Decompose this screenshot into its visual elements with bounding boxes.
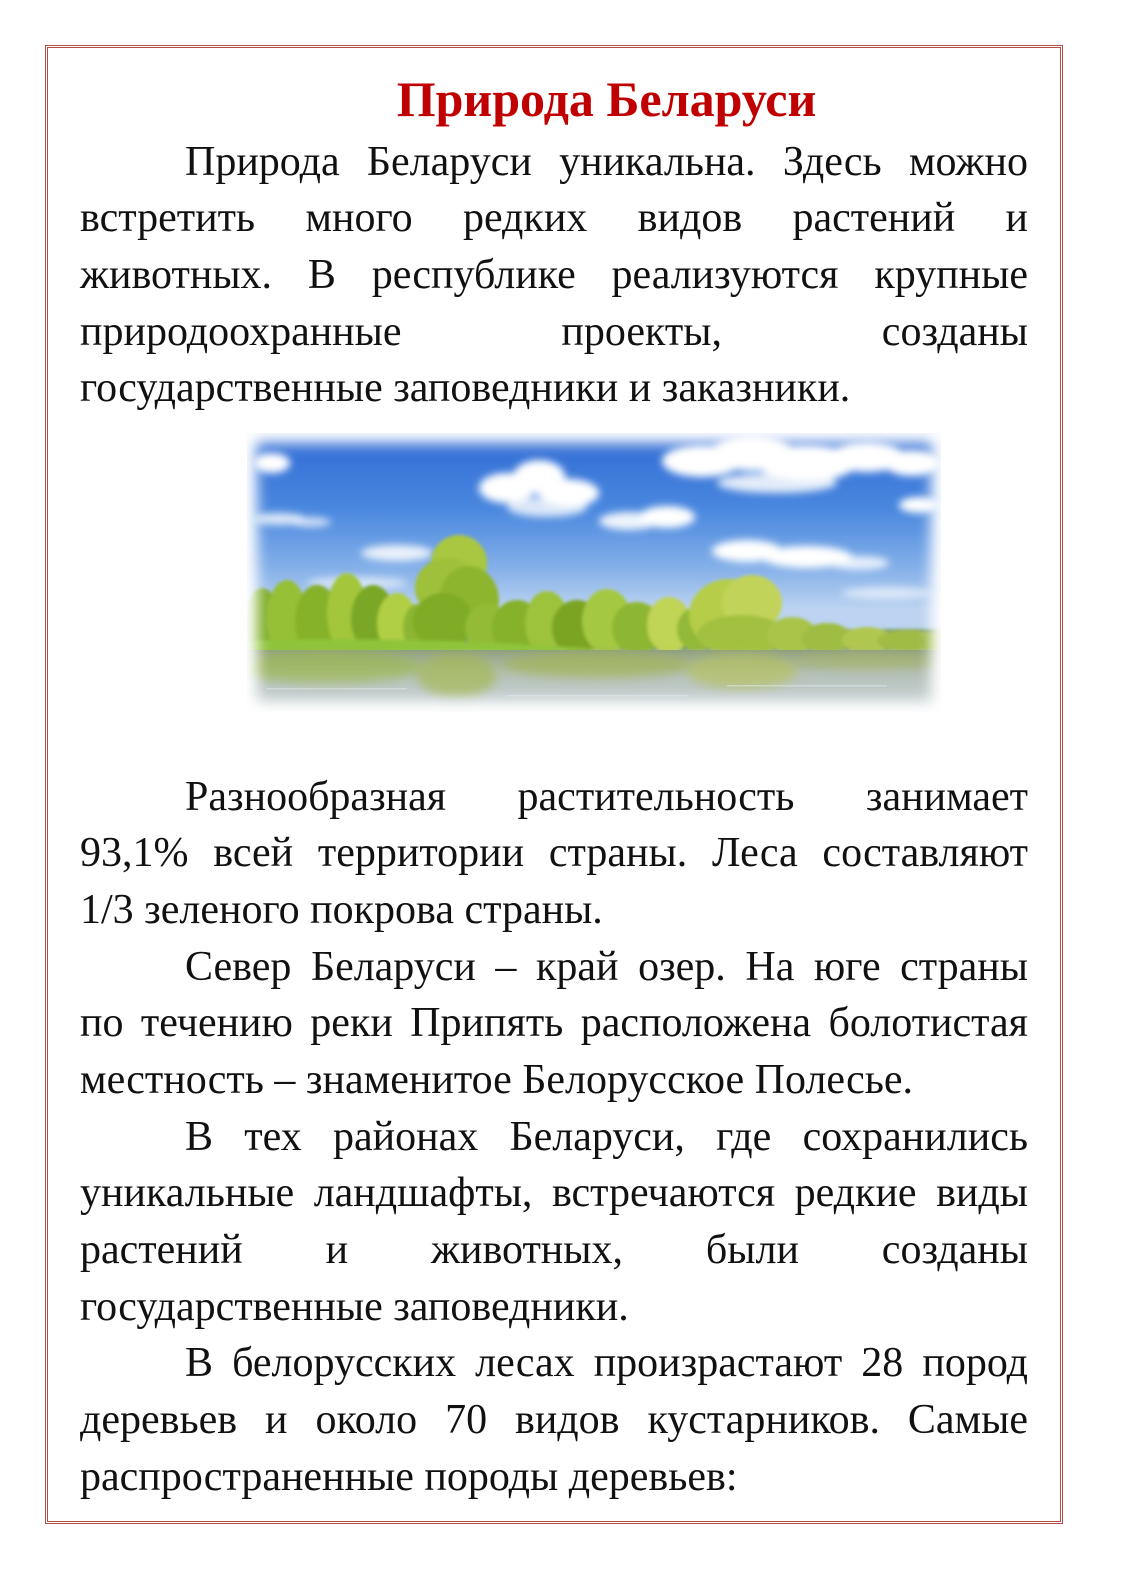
paragraph-line: В белорусских лесах произрастают 28 пород [185,1340,1028,1387]
paragraph-line: 1/3 зеленого покрова страны. [80,886,603,933]
paragraph-line: местность – знаменитое Белорусское Полесье. [80,1057,914,1104]
paragraph-line: деревьев и около 70 видов кустарников. Самые [80,1397,1028,1444]
paragraph-line: животных. В республике реализуются крупные [80,252,1028,299]
text-column [80,69,1028,1506]
paragraph-reserves [80,1109,1028,1336]
paragraph-line: распространенные породы деревьев: [80,1453,738,1500]
paragraph-line: Север Беларуси – край озер. На юге страны [185,943,1028,990]
paragraph-line: по течению реки Припять расположена болотистая [80,1000,1028,1047]
paragraph-line: Природа Беларуси уникальна. Здесь можно [185,138,1028,185]
paragraph-line: государственные заповедники. [80,1283,629,1330]
paragraph-line: уникальные ландшафты, встречаются редкие виды [80,1170,1028,1217]
paragraph-line: Разнообразная растительность занимает [185,773,1028,820]
page-title: Природа Беларуси [396,71,817,127]
lake [247,650,941,712]
paragraph-intro [80,134,1028,417]
paragraph-line: встретить много редких видов растений и [80,195,1028,242]
landscape-photo [247,433,941,712]
paragraph-vegetation [80,769,1028,939]
paragraph-line: государственные заповедники и заказники. [80,365,851,412]
paragraph-line: В тех районах Беларуси, где сохранились [185,1113,1028,1160]
paragraph-line: 93,1% всей территории страны. Леса составляют [80,830,1028,877]
paragraph-regions [80,939,1028,1109]
paragraph-forests [80,1335,1028,1505]
paragraph-line: природоохранные проекты, созданы [80,308,1028,355]
paragraph-line: растений и животных, были созданы [80,1227,1028,1274]
